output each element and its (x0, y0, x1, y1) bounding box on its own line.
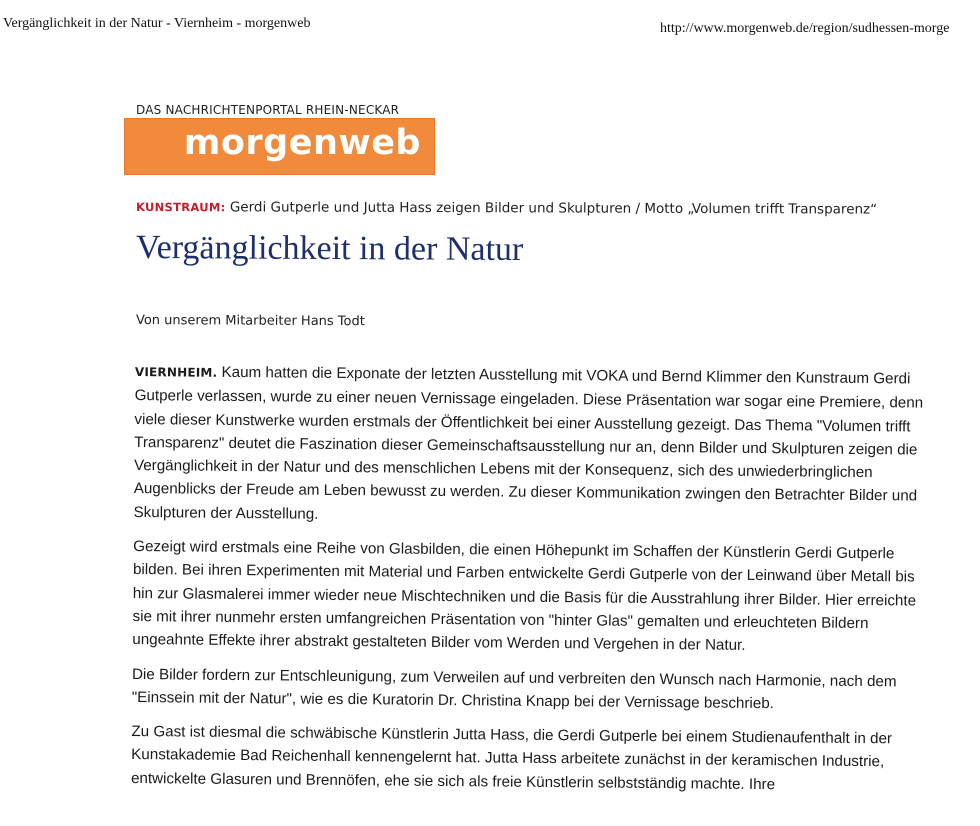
article-headline: Vergänglichkeit in der Natur (135, 229, 524, 269)
article-paragraph: Zu Gast ist diesmal die schwäbische Künstlerin Jutta Hass, die Gerdi Gutperle bei einem Studienaufenthalt in der Kunstakademie Bad Reichenhall kennengelernt hat. Jutta Hass arbeitete zunächst in der keramischen Industrie, entwickelte Glasuren und Brennöfen, ehe sie sich als freie Künstlerin selbstständig machte. Ihre (130, 723, 893, 793)
kicker-text: Gerdi Gutperle und Jutta Hass zeigen Bilder und Skulpturen / Motto „Volumen trifft Transparenz“ (229, 199, 878, 218)
kicker-label: KUNSTRAUM: (135, 200, 226, 215)
article-paragraph: Die Bilder fordern zur Entschleunigung, zum Verweilen auf und verbreiten den Wunsch nach Harmonie, nach dem "Einssein mit der Natur", wie es die Kuratorin Dr. Christina Knapp bei der Vernissage beschrieb. (131, 665, 897, 713)
dateline: VIERNHEIM. (134, 364, 218, 380)
portal-tagline: DAS NACHRICHTENPORTAL RHEIN-NECKAR (136, 103, 400, 117)
print-header-url[interactable]: http://www.morgenweb.de/region/sudhessen-morge (660, 21, 950, 36)
article-paragraph (133, 360, 935, 532)
morgenweb-logo[interactable] (124, 118, 435, 175)
article-kicker (136, 199, 877, 218)
logo-text: morgenweb (183, 123, 421, 163)
paragraph-text: Kaum hatten die Exponate der letzten Ausstellung mit VOKA und Bernd Klimmer den Kunstraum Gerdi Gutperle verlassen, wurde zu einer neuen Vernissage eingeladen. Diese Präsentation war sogar eine Premiere, denn viele dieser Kunstwerke wurden erstmals der Öffentlichkeit bei einer Ausstellung gezeigt. Das Thema "Volumen trifft Transparenz" deutet die Faszination dieser Gemeinschaftsausstellung nur an, denn Bilder und Skulpturen zeigen die Vergänglichkeit in der Natur und des menschlichen Lebens mit der Konsequenz, sich des unwiederbringlichen Augenblicks der Freude am Leben bewusst zu werden. Zu dieser Kommunikation zwingen den Betrachter Bilder und Skulpturen der Ausstellung. (133, 363, 924, 523)
print-header-title: Vergänglichkeit in der Natur - Viernheim - morgenweb (3, 16, 311, 31)
article-paragraph: Gezeigt wird erstmals eine Reihe von Glasbilden, die einen Höhepunkt im Schaffen der Künstlerin Gerdi Gutperle bilden. Bei ihren Experimenten mit Material und Farben entwickelte Gerdi Gutperle von der Leinwand über Metall bis hin zur Glasmalerei immer wieder neue Mischtechniken und die Basis für die Ausstrahlung ihrer Bilder. Hier erreichte sie mit ihrer nunmehr ersten umfangreichen Präsentation von "hinter Glas" gemalten und erleuchteten Bildern ungeahnte Effekte ihrer abstrakt gestalteten Bilder vom Werden und Vergehen in der Natur. (132, 538, 917, 655)
article-body (131, 360, 935, 809)
article-byline: Von unserem Mitarbeiter Hans Todt (135, 313, 365, 330)
